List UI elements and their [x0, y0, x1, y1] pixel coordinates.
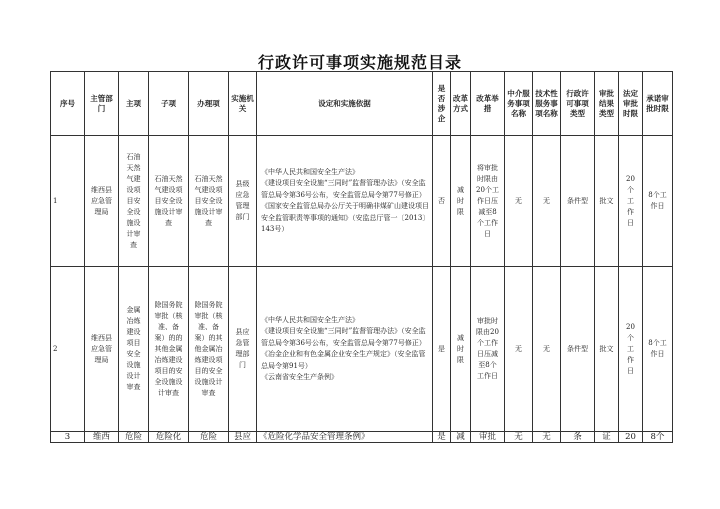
cell-main: 石油天然气建设项目安全设施设计审查: [119, 136, 149, 267]
cell-handle: 危险: [189, 432, 229, 443]
cell-reform-mode: 减时限: [451, 267, 471, 432]
cell-tech: 无: [533, 432, 561, 443]
table-row: [51, 136, 673, 267]
cell-permit-type: 条件型: [561, 136, 595, 267]
table-header-row: [51, 72, 673, 136]
header-result-type: 审批结果类型: [595, 72, 619, 136]
header-agency: 实施机关: [229, 72, 257, 136]
header-promise-limit: 承诺审批时限: [643, 72, 673, 136]
cell-result-type: 批文: [595, 267, 619, 432]
cell-promise-limit: 8个工作日: [643, 267, 673, 432]
header-tech: 技术性服务事项名称: [533, 72, 561, 136]
cell-result-type: 证: [595, 432, 619, 443]
header-sub: 子项: [149, 72, 189, 136]
header-main: 主项: [119, 72, 149, 136]
cell-promise-limit: 8个工作日: [643, 136, 673, 267]
cell-handle: 石油天然气建设项目安全设施设计审查: [189, 136, 229, 267]
cell-permit-type: 条: [561, 432, 595, 443]
cell-sub: 除国务院审批（核准、备案）的的其他金属冶炼建设项目的安全设施设计审查: [149, 267, 189, 432]
cell-permit-type: 条件型: [561, 267, 595, 432]
cell-intermediary: 无: [505, 136, 533, 267]
header-seq: 序号: [51, 72, 85, 136]
cell-dept: 维西县应急管理局: [85, 136, 119, 267]
cell-sub: 危险化: [149, 432, 189, 443]
cell-tech: 无: [533, 267, 561, 432]
cell-legal-limit: 20个工作日: [619, 267, 643, 432]
table-row: [51, 432, 673, 443]
cell-seq: 2: [51, 267, 85, 432]
cell-dept: 维西: [85, 432, 119, 443]
header-permit-type: 行政许可事项类型: [561, 72, 595, 136]
cell-intermediary: 无: [505, 432, 533, 443]
cell-promise-limit: 8个: [643, 432, 673, 443]
cell-agency: 县应急管理部门: [229, 267, 257, 432]
cell-basis: 《危险化学品安全管理条例》: [257, 432, 433, 443]
cell-tech: 无: [533, 136, 561, 267]
header-legal-limit: 法定审批时限: [619, 72, 643, 136]
header-secret: 是否涉企: [433, 72, 451, 136]
header-handle: 办理项: [189, 72, 229, 136]
cell-secret: 否: [433, 136, 451, 267]
cell-agency: 县级应急管理部门: [229, 136, 257, 267]
cell-reform-mode: 减: [451, 432, 471, 443]
cell-dept: 维西县应急管理局: [85, 267, 119, 432]
cell-secret: 是: [433, 432, 451, 443]
cell-basis: 《中华人民共和国安全生产法》 《建设项目安全设施“三同时”监督管理办法》（安全监管总局令第36号公布，安全监管总局令第77号修正） 《国家安全监管总局办公厅关于明确非煤矿山建设项目安全监管职责等事项的通知》（安监总厅管一〔2013〕143号）: [257, 136, 433, 267]
cell-result-type: 批文: [595, 136, 619, 267]
cell-reform-measure: 审批: [471, 432, 505, 443]
cell-legal-limit: 20个工作日: [619, 136, 643, 267]
cell-legal-limit: 20: [619, 432, 643, 443]
header-basis: 设定和实施依据: [257, 72, 433, 136]
cell-agency: 县应: [229, 432, 257, 443]
cell-reform-measure: 审批时限由20个工作日压减至8个工作日: [471, 267, 505, 432]
header-reform-mode: 改革方式: [451, 72, 471, 136]
cell-seq: 3: [51, 432, 85, 443]
header-dept: 主管部门: [85, 72, 119, 136]
header-intermediary: 中介服务事项名称: [505, 72, 533, 136]
cell-sub: 石油天然气建设项目安全设施设计审查: [149, 136, 189, 267]
page-title: 行政许可事项实施规范目录: [257, 53, 462, 72]
cell-reform-mode: 减时限: [451, 136, 471, 267]
header-reform-measure: 改革举措: [471, 72, 505, 136]
cell-basis: 《中华人民共和国安全生产法》 《建设项目安全设施“三同时”监督管理办法》（安全监管总局令第36号公布，安全监管总局令第77号修正） 《冶金企业和有色金属企业安全生产规定》（安全监管总局令第91号） 《云南省安全生产条例》: [257, 267, 433, 432]
permit-catalog-table: [50, 71, 673, 443]
cell-main: 危险: [119, 432, 149, 443]
cell-reform-measure: 将审批时限由20个工作日压减至8个工作日: [471, 136, 505, 267]
cell-seq: 1: [51, 136, 85, 267]
table-row: [51, 267, 673, 432]
cell-handle: 除国务院审批（核准、备案）的其他金属冶炼建设项目的安全设施设计审查: [189, 267, 229, 432]
cell-main: 金属冶炼建设项目安全设施设计审查: [119, 267, 149, 432]
cell-secret: 是: [433, 267, 451, 432]
cell-intermediary: 无: [505, 267, 533, 432]
